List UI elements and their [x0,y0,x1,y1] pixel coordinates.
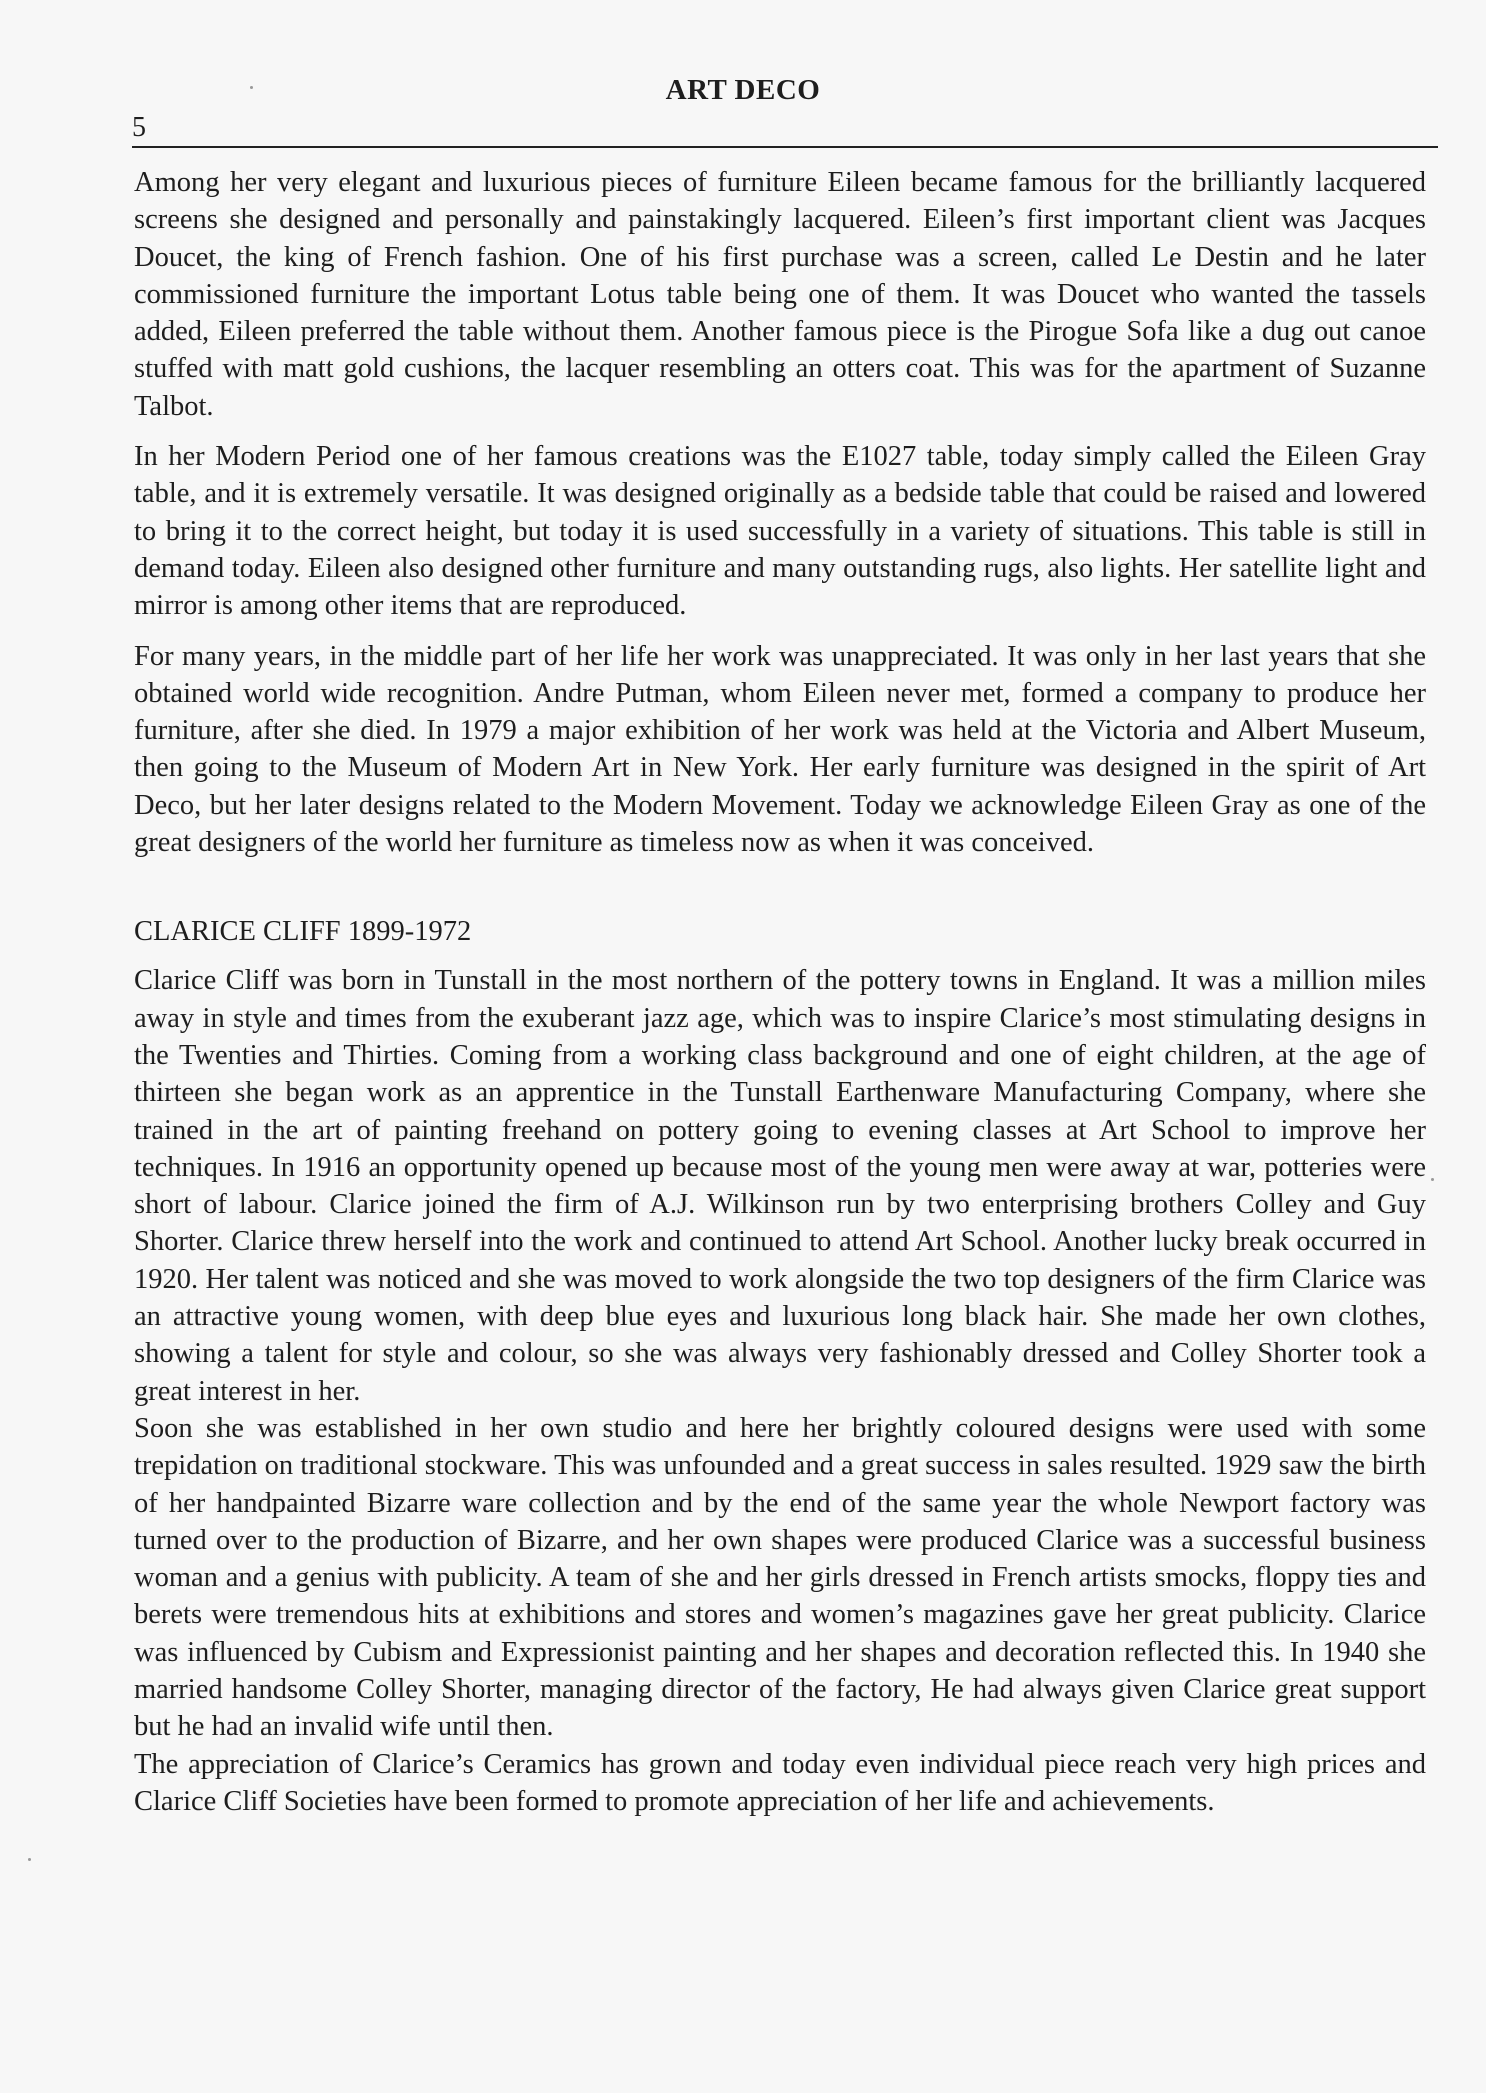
paragraph-modern-period: In her Modern Period one of her famous creations was the E1027 table, today simply called the Eileen Gray table, and it is extremely versatile. It was designed originally as a bedside table that could be raised and lowered to bring it to the correct height, but today it is used successfully in a variety of situations. This table is still in demand today. Eileen also designed other furniture and many outstanding rugs, also lights. Her satellite light and mirror is among other items that are reproduced. [134,441,1426,622]
section-heading: CLARICE CLIFF 1899-1972 [134,916,472,948]
paragraph-clarice-early-life: Clarice Cliff was born in Tunstall in the most northern of the pottery towns in England. It was a million miles away in style and times from the exuberant jazz age, which was to inspire Clarice’s most stimulating designs in the Twenties and Thirties. Coming from a working class background and one of eight children, at the age of thirteen she began work as an apprentice in the Tunstall Earthenware Manufacturing Company, where she trained in the art of painting freehand on pottery going to evening classes at Art School to improve her techniques. In 1916 an opportunity opened up because most of the young men were away at war, potteries were short of labour. Clarice joined the firm of A.J. Wilkinson run by two enterprising brothers Colley and Guy Shorter. Clarice threw herself into the work and continued to attend Art School. Another lucky break occurred in 1920. Her talent was noticed and she was moved to work alongside the two top designers of the firm Clarice was an attractive young women, with deep blue eyes and luxurious long black hair. She made her own clothes, showing a talent for style and colour, so she was always very fashionably dressed and Colley Shorter took a great interest in her. [134,965,1426,1407]
header-rule [132,146,1438,148]
running-title: ART DECO [665,74,821,106]
body-text [134,164,1426,1820]
paragraph-clarice-legacy: The appreciation of Clarice’s Ceramics has grown and today even individual piece reach very high prices and Clarice Cliff Societies have been formed to promote appreciation of her life and achievements. [134,1748,1426,1817]
scan-speck [250,86,253,89]
scan-speck [1431,1178,1434,1181]
paragraph-lacquered-screens: Among her very elegant and luxurious pieces of furniture Eileen became famous for the brilliantly lacquered screens she designed and personally and painstakingly lacquered. Eileen’s first important client was Jacques Doucet, the king of French fashion. One of his first purchase was a screen, called Le Destin and he later commissioned furniture the important Lotus table being one of them. It was Doucet who wanted the tassels added, Eileen preferred the table without them. Another famous piece is the Pirogue Sofa like a dug out canoe stuffed with matt gold cushions, the lacquer resembling an otters coat. This was for the apartment of Suzanne Talbot. [134,167,1426,422]
scan-speck [28,1858,31,1861]
paragraph-clarice-studio: Soon she was established in her own studio and here her brightly coloured designs were used with some trepidation on traditional stockware. This was unfounded and a great success in sales resulted. 1929 saw the birth of her handpainted Bizarre ware collection and by the end of the same year the whole Newport factory was turned over to the production of Bizarre, and her own shapes were produced Clarice was a successful business woman and a genius with publicity. A team of she and her girls dressed in French artists smocks, floppy ties and berets were tremendous hits at exhibitions and stores and women’s magazines gave her great publicity. Clarice was influenced by Cubism and Expressionist painting and her shapes and decoration reflected this. In 1940 she married handsome Colley Shorter, managing director of the factory, He had always given Clarice great support but he had an invalid wife until then. [134,1412,1426,1743]
paragraph-recognition: For many years, in the middle part of her life her work was unappreciated. It was only in her last years that she obtained world wide recognition. Andre Putman, whom Eileen never met, formed a company to produce her furniture, after she died. In 1979 a major exhibition of her work was held at the Victoria and Albert Museum, then going to the Museum of Modern Art in New York. Her early furniture was designed in the spirit of Art Deco, but her later designs related to the Modern Movement. Today we acknowledge Eileen Gray as one of the great designers of the world her furniture as timeless now as when it was conceived. [134,640,1426,859]
page-number: 5 [132,112,146,143]
